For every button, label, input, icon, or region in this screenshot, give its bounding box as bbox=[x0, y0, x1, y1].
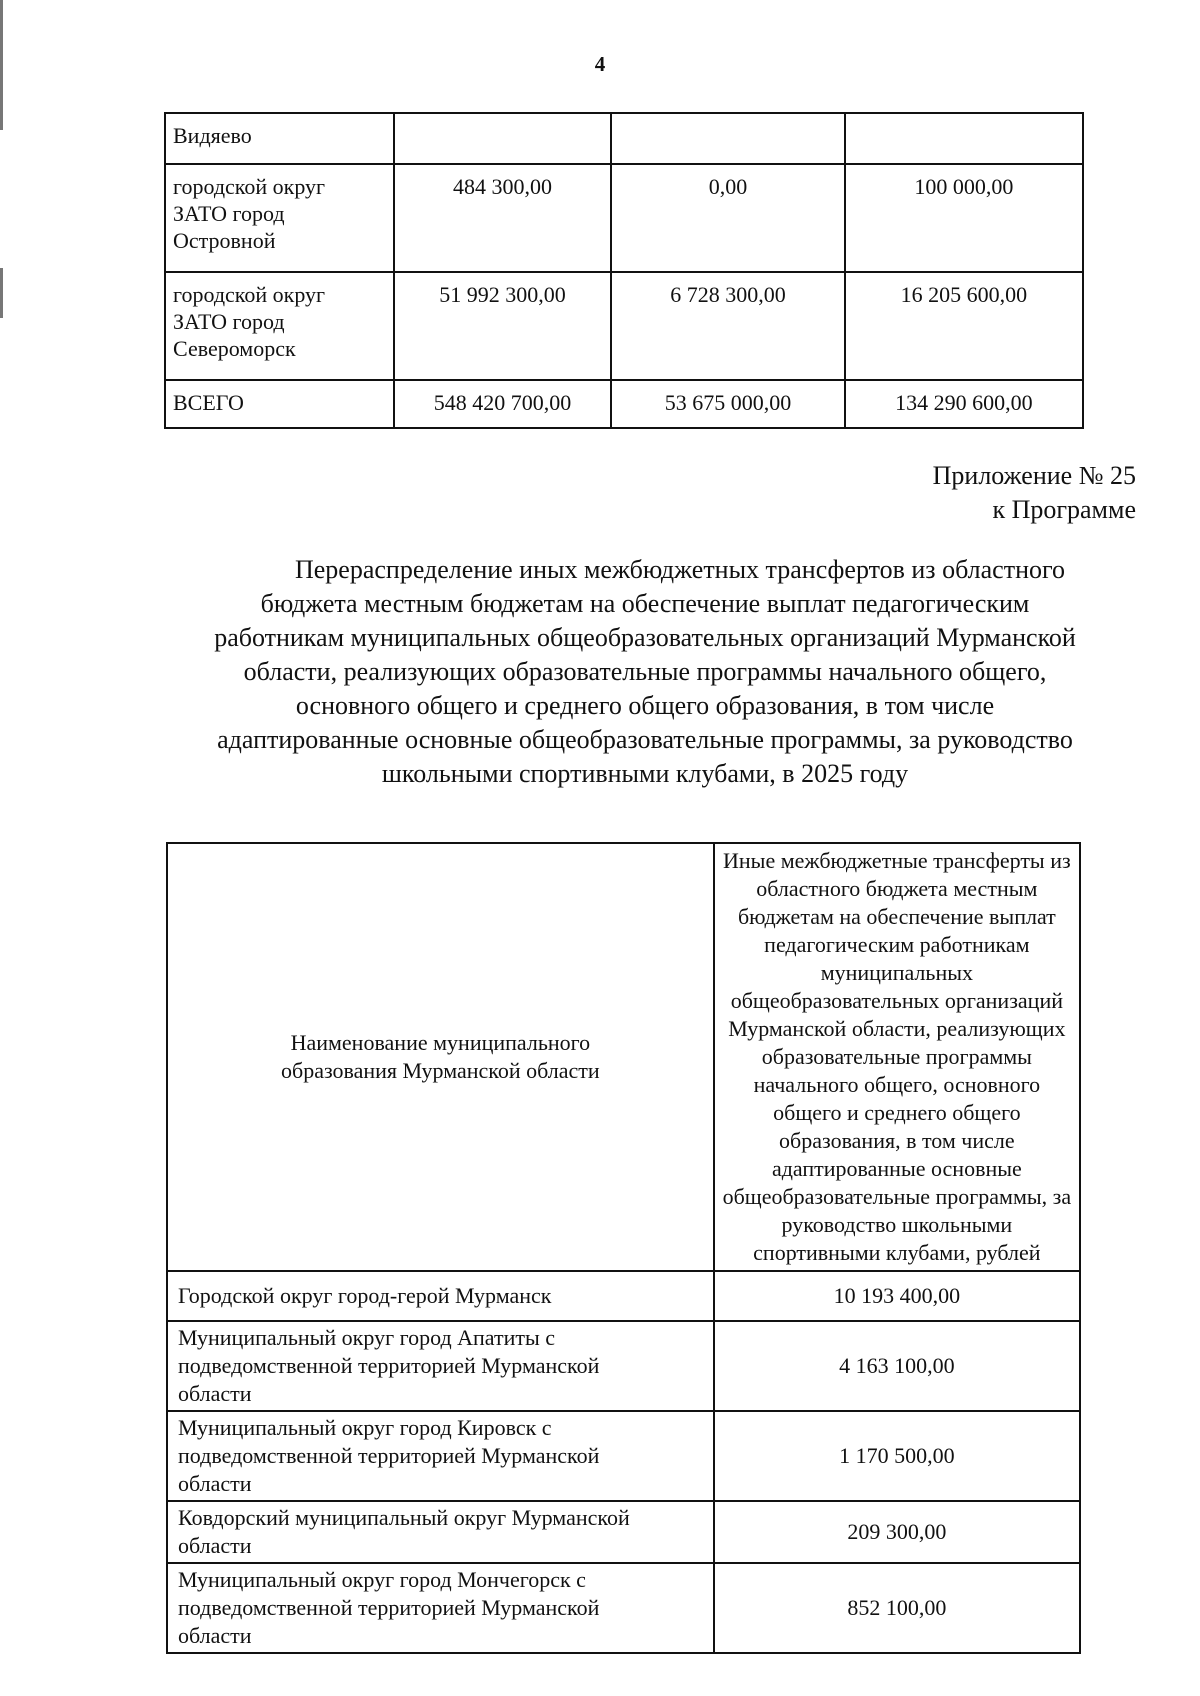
total-label-cell: ВСЕГО bbox=[165, 380, 394, 428]
table-row bbox=[165, 272, 1083, 380]
heading-line: Перераспределение иных межбюджетных трансфертов из областного bbox=[294, 555, 1066, 584]
amount-cell: 0,00 bbox=[611, 164, 844, 272]
heading-line: адаптированные основные общеобразовательные программы, за руководство bbox=[217, 725, 1073, 754]
appendix-number: Приложение № 25 bbox=[932, 461, 1136, 490]
table-row bbox=[167, 1411, 1080, 1501]
amount-cell: 51 992 300,00 bbox=[394, 272, 611, 380]
municipality-name-cell: Муниципальный округ город Мончегорск с подведомственной территорией Мурманской области bbox=[167, 1563, 714, 1653]
column-header-transfers: Иные межбюджетные трансферты из областного бюджета местным бюджетам на обеспечение выплат педагогическим работникам муниципальных общеобразовательных организаций Мурманской области, реализующих образовательные программы начального общего, основного общего и среднего общего образования, в том числе адаптированные основные общеобразовательные программы, за руководство школьными спортивными клубами, рублей bbox=[714, 843, 1080, 1271]
amount-cell: 10 193 400,00 bbox=[714, 1271, 1080, 1321]
municipality-name-cell: Ковдорский муниципальный округ Мурманской области bbox=[167, 1501, 714, 1563]
table-row bbox=[167, 1321, 1080, 1411]
amount-cell: 100 000,00 bbox=[845, 164, 1083, 272]
transfers-table bbox=[166, 842, 1081, 1654]
table-row bbox=[165, 164, 1083, 272]
amount-cell bbox=[611, 113, 844, 164]
document-heading bbox=[165, 553, 1125, 791]
municipality-name-cell: Городской округ город-герой Мурманск bbox=[167, 1271, 714, 1321]
amount-cell: 852 100,00 bbox=[714, 1563, 1080, 1653]
continued-table bbox=[164, 112, 1084, 429]
amount-cell: 4 163 100,00 bbox=[714, 1321, 1080, 1411]
total-amount-cell: 53 675 000,00 bbox=[611, 380, 844, 428]
heading-line: основного общего и среднего общего образования, в том числе bbox=[295, 691, 995, 720]
heading-line: школьными спортивными клубами, в 2025 году bbox=[381, 759, 909, 788]
table-row bbox=[165, 113, 1083, 164]
appendix-reference: к Программе bbox=[992, 495, 1136, 524]
municipality-name-cell: городской округ ЗАТО город Североморск bbox=[165, 272, 394, 380]
table-row bbox=[167, 1271, 1080, 1321]
heading-line: бюджета местным бюджетам на обеспечение выплат педагогическим bbox=[260, 589, 1030, 618]
heading-line: работникам муниципальных общеобразовательных организаций Мурманской bbox=[214, 623, 1076, 652]
total-amount-cell: 548 420 700,00 bbox=[394, 380, 611, 428]
amount-cell: 6 728 300,00 bbox=[611, 272, 844, 380]
table-row bbox=[167, 1563, 1080, 1653]
page-number: 4 bbox=[594, 52, 606, 76]
municipality-name-cell: Муниципальный округ город Апатиты с подведомственной территорией Мурманской области bbox=[167, 1321, 714, 1411]
appendix-caption bbox=[933, 459, 1136, 527]
total-row bbox=[165, 380, 1083, 428]
table-header-row bbox=[167, 843, 1080, 1271]
column-header-municipality: Наименование муниципального образования Мурманской области bbox=[167, 843, 714, 1271]
amount-cell: 1 170 500,00 bbox=[714, 1411, 1080, 1501]
total-amount-cell: 134 290 600,00 bbox=[845, 380, 1083, 428]
table-row bbox=[167, 1501, 1080, 1563]
amount-cell bbox=[394, 113, 611, 164]
scan-edge-mark bbox=[0, 268, 3, 318]
municipality-name-cell: городской округ ЗАТО город Островной bbox=[165, 164, 394, 272]
amount-cell: 484 300,00 bbox=[394, 164, 611, 272]
amount-cell: 16 205 600,00 bbox=[845, 272, 1083, 380]
amount-cell bbox=[845, 113, 1083, 164]
municipality-name-cell: Видяево bbox=[165, 113, 394, 164]
amount-cell: 209 300,00 bbox=[714, 1501, 1080, 1563]
municipality-name-cell: Муниципальный округ город Кировск с подведомственной территорией Мурманской области bbox=[167, 1411, 714, 1501]
heading-line: области, реализующих образовательные программы начального общего, bbox=[243, 657, 1047, 686]
